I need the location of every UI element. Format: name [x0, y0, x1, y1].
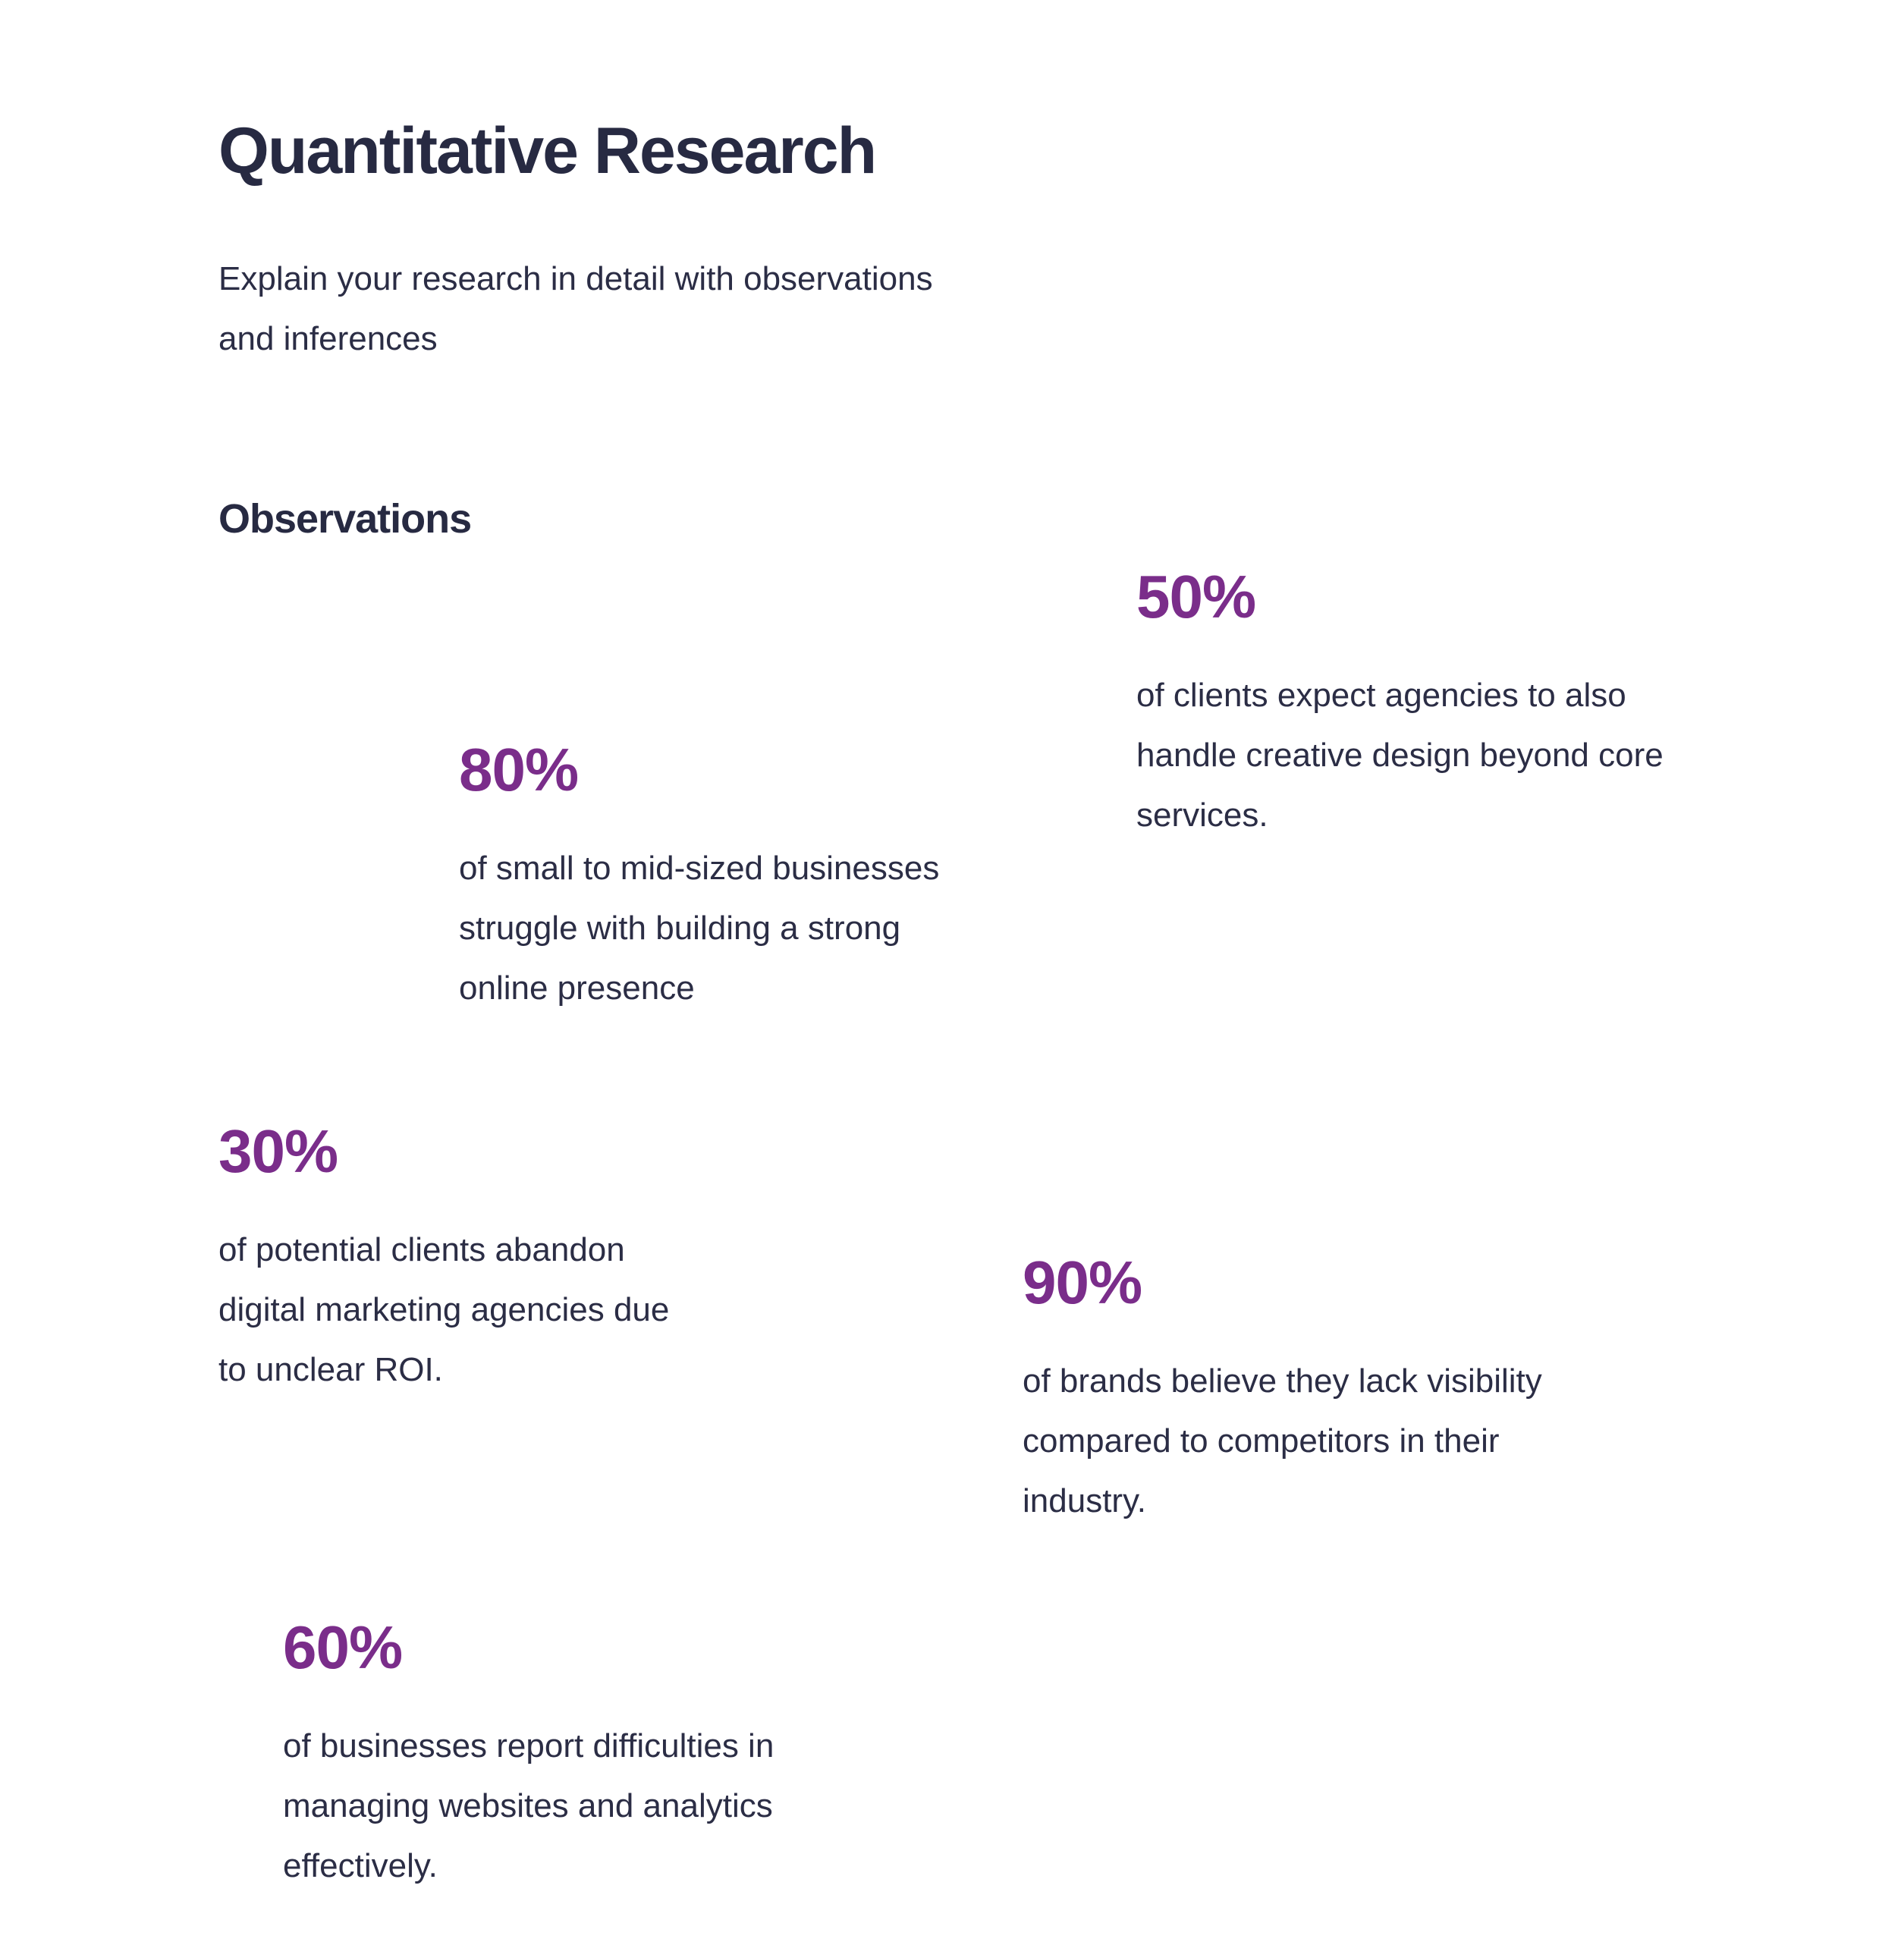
stat-description	[1023, 1351, 1667, 1531]
stat-description	[218, 1220, 780, 1400]
stat-description-line: compared to competitors in their	[1023, 1422, 1500, 1460]
observations-heading: Observations	[218, 496, 472, 542]
stat-value: 60%	[283, 1614, 403, 1681]
stat-value: 90%	[1023, 1249, 1142, 1316]
page-subtitle	[218, 249, 1068, 369]
stat-value: 30%	[218, 1117, 338, 1185]
stat-description	[1136, 665, 1781, 845]
stat-description-line: services.	[1136, 797, 1268, 834]
subtitle-line: Explain your research in detail with observations	[218, 260, 933, 297]
stat-description-line: managing websites and analytics	[283, 1787, 773, 1824]
stat-description-line: to unclear ROI.	[218, 1351, 443, 1388]
subtitle-line: and inferences	[218, 320, 438, 357]
stat-description-line: struggle with building a strong	[459, 910, 901, 947]
observation-stat-60	[283, 1614, 890, 1896]
stat-value: 80%	[459, 736, 579, 803]
observation-stat-80	[459, 736, 1035, 1018]
stat-description-line: of potential clients abandon	[218, 1231, 625, 1268]
stat-description-line: of small to mid-sized businesses	[459, 850, 940, 887]
stat-description-line: of brands believe they lack visibility	[1023, 1362, 1542, 1400]
stat-description-line: industry.	[1023, 1482, 1147, 1519]
stat-description-line: digital marketing agencies due	[218, 1291, 670, 1328]
observation-stat-30	[218, 1117, 780, 1400]
stat-description-line: effectively.	[283, 1847, 438, 1884]
stat-description-line: online presence	[459, 969, 695, 1007]
page-title: Quantitative Research	[218, 115, 876, 187]
observation-stat-90	[1023, 1249, 1667, 1531]
stat-description-line: handle creative design beyond core	[1136, 737, 1664, 774]
stat-value: 50%	[1136, 563, 1256, 630]
observation-stat-50	[1136, 563, 1781, 845]
stat-description-line: of clients expect agencies to also	[1136, 677, 1626, 714]
stat-description	[459, 838, 1035, 1018]
stat-description-line: of businesses report difficulties in	[283, 1727, 774, 1764]
stat-description	[283, 1716, 890, 1896]
